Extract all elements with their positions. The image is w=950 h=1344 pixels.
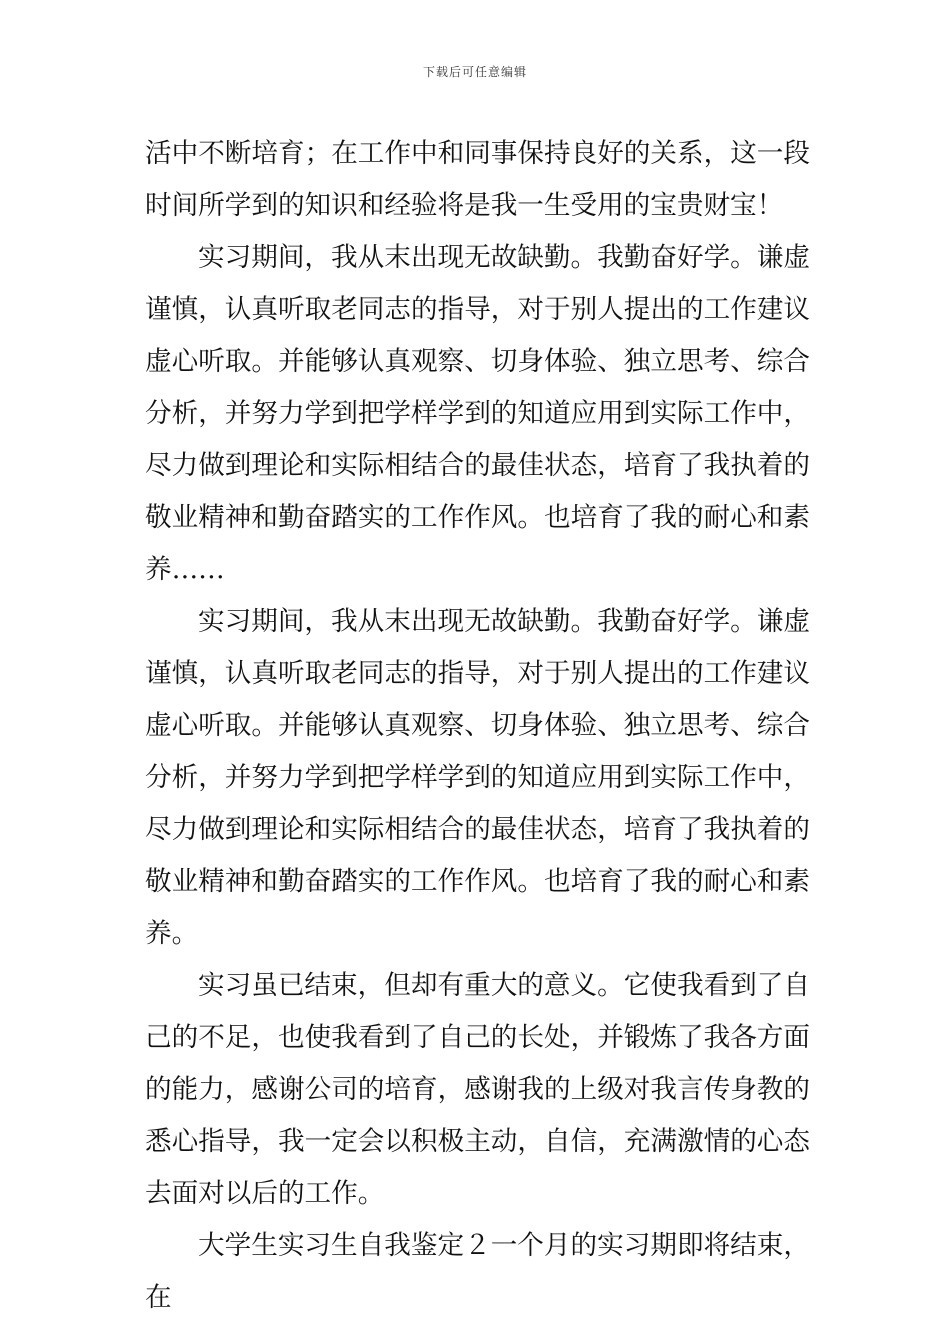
page-header: 下载后可任意编辑: [422, 65, 527, 79]
paragraph-4: 实习虽已结束，但却有重大的意义。它使我看到了自己的不足，也使我看到了自己的长处，并锻炼了我各方面的能力，感谢公司的培育，感谢我的上级对我言传身教的悉心指导，我一定会以积极主动，自信，充满激情的心态去面对以后的工作。: [145, 970, 810, 1209]
document-body: [145, 128, 810, 1324]
paragraph-5: 大学生实习生自我鉴定２一个月的实习期即将结束，在: [145, 1230, 810, 1313]
paragraph-2: 实习期间，我从末出现无故缺勤。我勤奋好学。谦虚谨慎，认真听取老同志的指导，对于别人提出的工作建议虚心听取。并能够认真观察、切身体验、独立思考、综合分析，并努力学到把学样学到的知道应用到实际工作中，尽力做到理论和实际相结合的最佳状态，培育了我执着的敬业精神和勤奋踏实的工作作风。也培育了我的耐心和素养……: [145, 242, 810, 585]
paragraph-3: 实习期间，我从末出现无故缺勤。我勤奋好学。谦虚谨慎，认真听取老同志的指导，对于别人提出的工作建议虚心听取。并能够认真观察、切身体验、独立思考、综合分析，并努力学到把学样学到的知道应用到实际工作中，尽力做到理论和实际相结合的最佳状态，培育了我执着的敬业精神和勤奋踏实的工作作风。也培育了我的耐心和素养。: [145, 606, 810, 949]
paragraph-1: 活中不断培育；在工作中和同事保持良好的关系，这一段时间所学到的知识和经验将是我一生受用的宝贵财宝！: [145, 138, 810, 221]
